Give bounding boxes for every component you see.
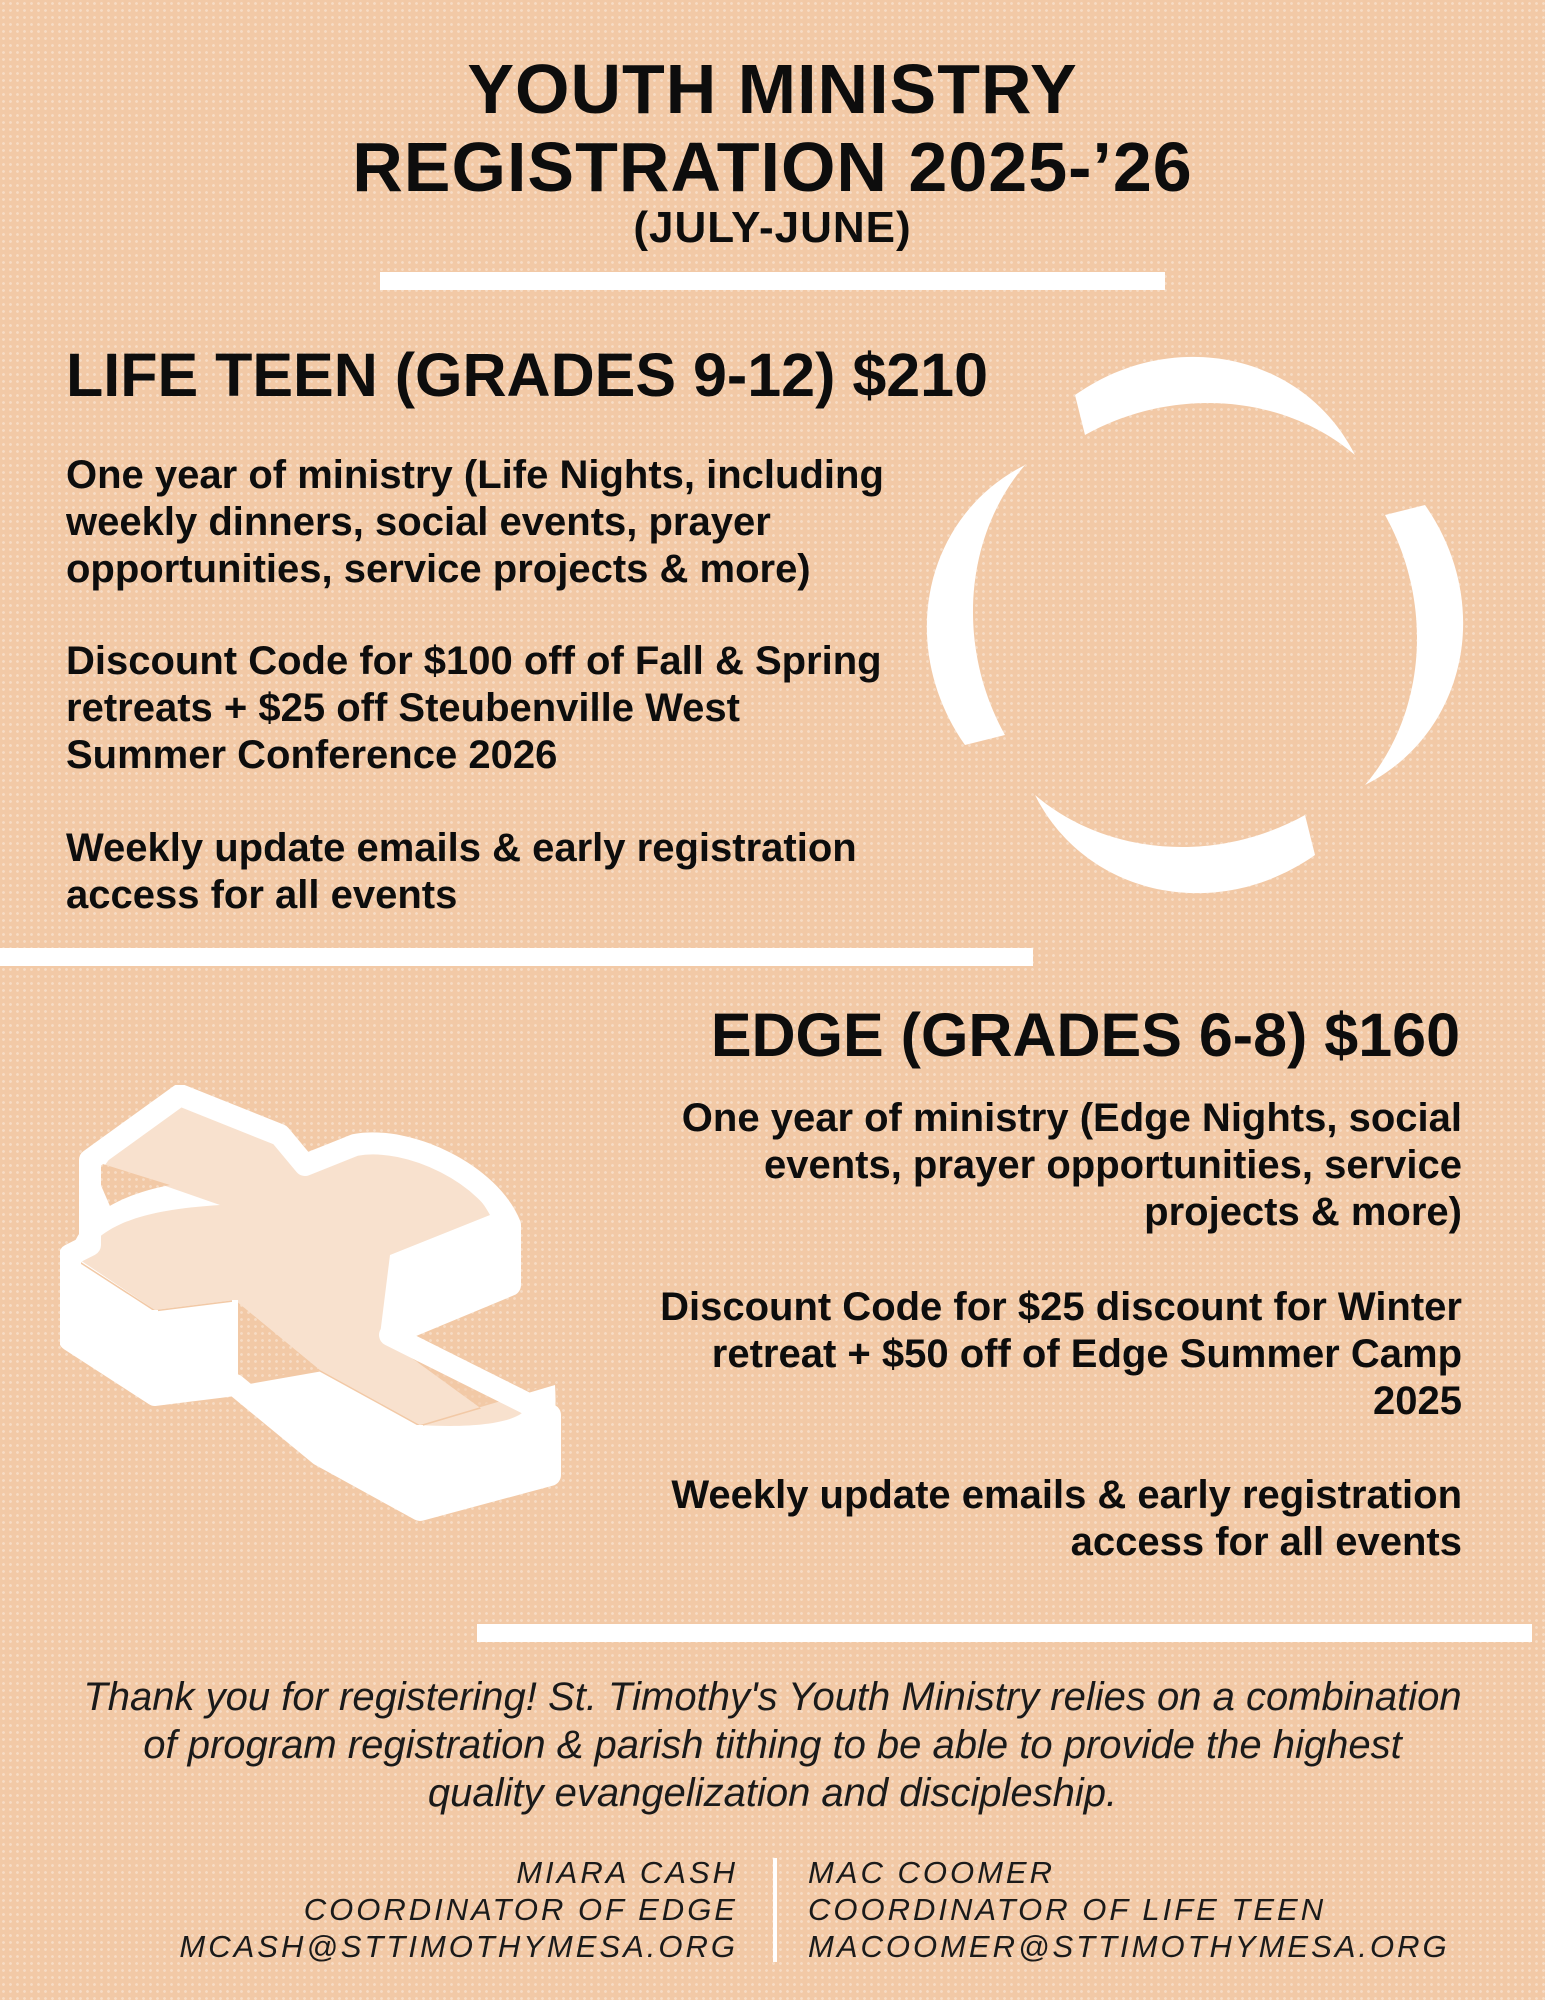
title-line-2: REGISTRATION 2025-’26: [352, 128, 1193, 206]
edge-item-2: Discount Code for $25 discount for Winter retreat + $50 off of Edge Summer Camp 2025: [660, 1285, 1462, 1423]
swirl-logo-icon: [925, 355, 1465, 895]
contact-role: COORDINATOR OF EDGE: [303, 1892, 738, 1927]
page-title: [0, 50, 1545, 206]
contact-name: MIARA CASH: [516, 1855, 738, 1890]
contact-divider: [773, 1858, 777, 1962]
life-teen-item-2: Discount Code for $100 off of Fall & Spring retreats + $25 off Steubenville West Summer Conference 2026: [66, 639, 882, 777]
life-teen-item-1: One year of ministry (Life Nights, including weekly dinners, social events, prayer opportunities, service projects & more): [66, 453, 884, 591]
footer-divider: [477, 1624, 1532, 1642]
header-divider: [380, 272, 1165, 290]
edge-item-1: One year of ministry (Edge Nights, social events, prayer opportunities, service projects & more): [681, 1096, 1462, 1234]
edge-heading: EDGE (GRADES 6-8) $160: [710, 1001, 1460, 1069]
section-divider: [0, 948, 1033, 966]
page-subtitle: (JULY-JUNE): [633, 203, 912, 252]
contact-life-teen: [808, 1854, 1508, 1965]
cross-icon: [60, 1085, 570, 1525]
contact-role: COORDINATOR OF LIFE TEEN: [808, 1892, 1327, 1927]
title-line-1: YOUTH MINISTRY: [467, 50, 1078, 128]
contact-email[interactable]: MCASH@STTIMOTHYMESA.ORG: [179, 1929, 738, 1964]
contact-edge: [160, 1854, 738, 1965]
thank-you-message: Thank you for registering! St. Timothy's Youth Ministry relies on a combination of program registration & parish tithing to be able to provide the highest quality evangelization and discipleship.: [83, 1675, 1462, 1815]
edge-item-3: Weekly update emails & early registration access for all events: [671, 1473, 1462, 1564]
contact-name: MAC COOMER: [808, 1855, 1055, 1890]
life-teen-heading: LIFE TEEN (GRADES 9-12) $210: [66, 341, 989, 409]
contact-email[interactable]: MACOOMER@STTIMOTHYMESA.ORG: [808, 1929, 1450, 1964]
life-teen-item-3: Weekly update emails & early registration access for all events: [66, 826, 857, 917]
